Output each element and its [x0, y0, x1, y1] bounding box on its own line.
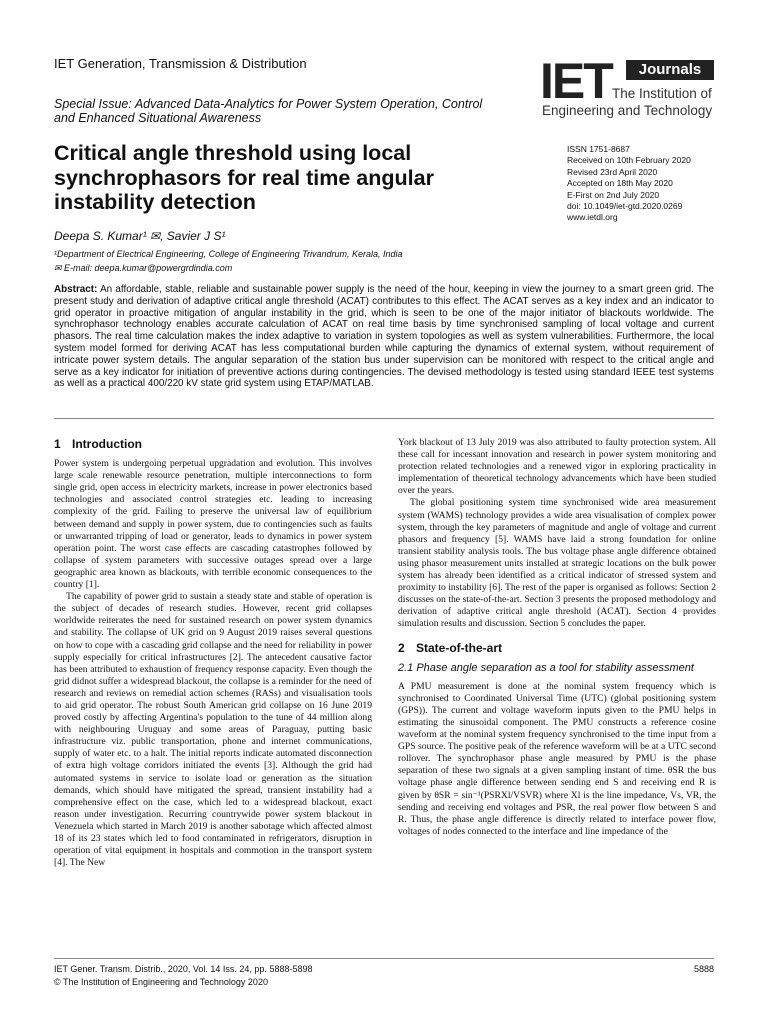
doi[interactable]: doi: 10.1049/iet-gtd.2020.0269 — [567, 201, 683, 212]
subsection-2-1-heading: 2.1 Phase angle separation as a tool for stability assessment — [398, 661, 694, 674]
section-1-heading — [54, 438, 372, 450]
iet-journals-logo — [540, 53, 720, 122]
accepted-date: Accepted on 18th May 2020 — [567, 178, 673, 189]
journal-name: IET Generation, Transmission & Distribution — [54, 56, 307, 71]
footer-divider — [54, 958, 714, 959]
left-column — [54, 437, 372, 869]
page-number: 5888 — [693, 964, 714, 974]
author-list: Deepa S. Kumar¹ ✉, Savier J S¹ — [54, 229, 226, 243]
abstract-label: Abstract: — [54, 284, 98, 295]
website-link[interactable]: www.ietdl.org — [567, 212, 618, 223]
paragraph: York blackout of 13 July 2019 was also attributed to faulty protection system. All these call for incessant innovation and research in power system monitoring and protection related technologies and a renewed vigor in exploring practicality in implementation of theoretical technology advancements which have been studied over the years. — [398, 437, 716, 497]
special-issue-title: Special Issue: Advanced Data-Analytics for Power System Operation, Control and Enhanced Situational Awareness — [54, 97, 483, 125]
section-1-number: 1 — [54, 437, 61, 451]
footer-copyright: © The Institution of Engineering and Technology 2020 — [54, 977, 268, 987]
section-2-number: 2 — [398, 640, 405, 655]
section-1-title: Introduction — [72, 437, 142, 451]
affiliation: ¹Department of Electrical Engineering, College of Engineering Trivandrum, Kerala, India — [54, 249, 403, 259]
institution-line-2: Engineering and Technology — [542, 103, 713, 118]
e-first-date: E-First on 2nd July 2020 — [567, 189, 660, 200]
received-date: Received on 10th February 2020 — [567, 155, 691, 166]
footer-citation: IET Gener. Transm. Distrib., 2020, Vol. 14 Iss. 24, pp. 5888-5898 — [54, 964, 313, 974]
revised-date: Revised 23rd April 2020 — [567, 166, 658, 177]
paragraph: The capability of power grid to sustain a steady state and stable of operation is the subject of decades of research studies. However, recent grid collapses worldwide reiterates the need for sustained research on power system dynamics and stability. The collapse of UK grid on 9 August 2019 raises several questions on how to cope with a cascading grid collapse and the need for reliability in power supply especially for critical infrastructures [2]. The antecedent causative factor has been attributed to exhaustion of frequency response capacity. Even though the grid didnot suffer a widespread blackout, the collapse is a reminder for the need of research and reviews on remedial action schemes (RASs) and visualisation tools to aid grid operator. The robust South American grid collapse on 16 June 2019 proved costly by affecting Argentina's population to the tune of 44 million along with neighbouring Uruguay and some areas of Paraguay, putting basic infrastructure viz. public transportation, phone and internet communications, supply of water etc. to a halt. The initial reports indicate automated disconnection of extra high voltage corridors initiated the events [3]. Although the grid had automated systems in service to isolate load or generation as the situation demands, which should have mitigated the spread, transient instability had a comprehensive effect on the case, which led to a widespread blackout, exact reason under investigation. Recurring countrywide power system blackout in Venezuela which started in March 2019 is another sabotage which affected almost 18 of its 23 states which led to food contaminated in refrigerators, disruption in operation of vital equipment in hospitals and commotion in the transport system [4]. The New — [54, 591, 372, 869]
paragraph: A PMU measurement is done at the nominal system frequency which is synchronised to Coordinated Universal Time (UTC) (global positioning system (GPS)). The current and voltage waveform inputs given to the PMU helps in estimating the sinusoidal component. The PMU constructs a reference cosine waveform at the nominal system frequency synchronised to the time input from a GPS source. The positive peak of the reference waveform will be at a UTC second rollover. The synchrophasor phase angle measured by PMU is the phase separation of these two signals at a given sampling instant of time. θSR the bus voltage phase angle difference between sending end S and receiving end R is given by θSR = sin⁻¹(PSRXl/VSVR) where Xl is the line impedance, Vs, VR, the sending and receiving end voltages and PSR, the real power flow between S and R. Thus, the phase angle difference is directly related to interface power flow, voltages of nodes connected to the interface and line impedance of the — [398, 680, 716, 837]
iet-logo-mark: IET — [540, 53, 612, 109]
article-meta — [567, 144, 691, 224]
journals-badge: Journals — [626, 60, 714, 80]
paragraph: Power system is undergoing perpetual upgradation and evolution. This involves large scale renewable resource penetration, multiple interconnections to form single grid, open access in electricity markets, increase in power electronics based technologies and associated control strategies etc. leading to increasing complexity of the grid. Failing to preserve the universal law of equilibrium between demand and supply in power system, due to contingencies such as faults or unwarranted tripping of load or generator, leads to dynamics in power system operation point. The worst case effects are cascading catastrophes followed by collapse of system parameters with successive outages spread over a large geographic area known as blackouts, with terrible economic consequences to the country [1]. — [54, 458, 372, 591]
article-title: Critical angle threshold using local synchrophasors for real time angular instability detection — [54, 141, 434, 214]
institution-line-1: The Institution of — [612, 86, 712, 101]
paragraph: The global positioning system time synchronised wide area measurement system (WAMS) technology provides a wide area visualisation of complex power system, through the key parameters of magnitude and angle of voltage and current phasors and frequency [5]. WAMS have laid a strong foundation for online transient stability analysis tools. The bus voltage phase angle difference obtained using phasor measurement units installed at strategic locations on the bulk power system has already been identified as a critical indicator of stressed system and proximity to instability [6]. The rest of the paper is organised as follows: Section 2 discusses on the state-of-the-art. Section 3 presents the proposed methodology and derivation of adaptive critical angle threshold (ACAT). Section 4 provides simulation results and discussion. Section 5 concludes the paper. — [398, 497, 716, 630]
abstract — [54, 284, 714, 390]
issn: ISSN 1751-8687 — [567, 144, 630, 154]
section-2-heading — [398, 642, 716, 654]
right-column — [398, 437, 716, 838]
section-2-title: State-of-the-art — [416, 640, 502, 655]
abstract-text: An affordable, stable, reliable and sustainable power supply is the need of the hour, keeping in view the journey to a smart green grid. The present study and derivation of adaptive critical angle threshold (ACAT) contributes to this effect. The ACAT serves as a key index and an indicator to grid operator in proactive mitigation of angular instability in the grid, which is seen to be one of the major initiator of blackouts worldwide. The synchrophasor technology enables accurate calculation of ACAT on real time basis by time synchronised sampling of local voltage and current phasors. The real time calculation makes the index adaptive to variation in system topologies as well as system vulnerabilities. Furthermore, the local system model formed for deriving ACAT has less computational burden while capturing the dynamics of external system, without requirement of intricate power system details. The angular separation of the station bus under supervision can be monitored with respect to the critical angle and serve as a key indicator for initiation of preventive actions during contingencies. The devised methodology is tested using standard IEEE test systems as well as a practical 400/220 kV state grid system using ETAP/MATLAB. — [54, 284, 714, 390]
corresponding-email[interactable]: ✉ E-mail: deepa.kumar@powergrdindia.com — [54, 263, 233, 273]
abstract-divider — [54, 418, 714, 419]
